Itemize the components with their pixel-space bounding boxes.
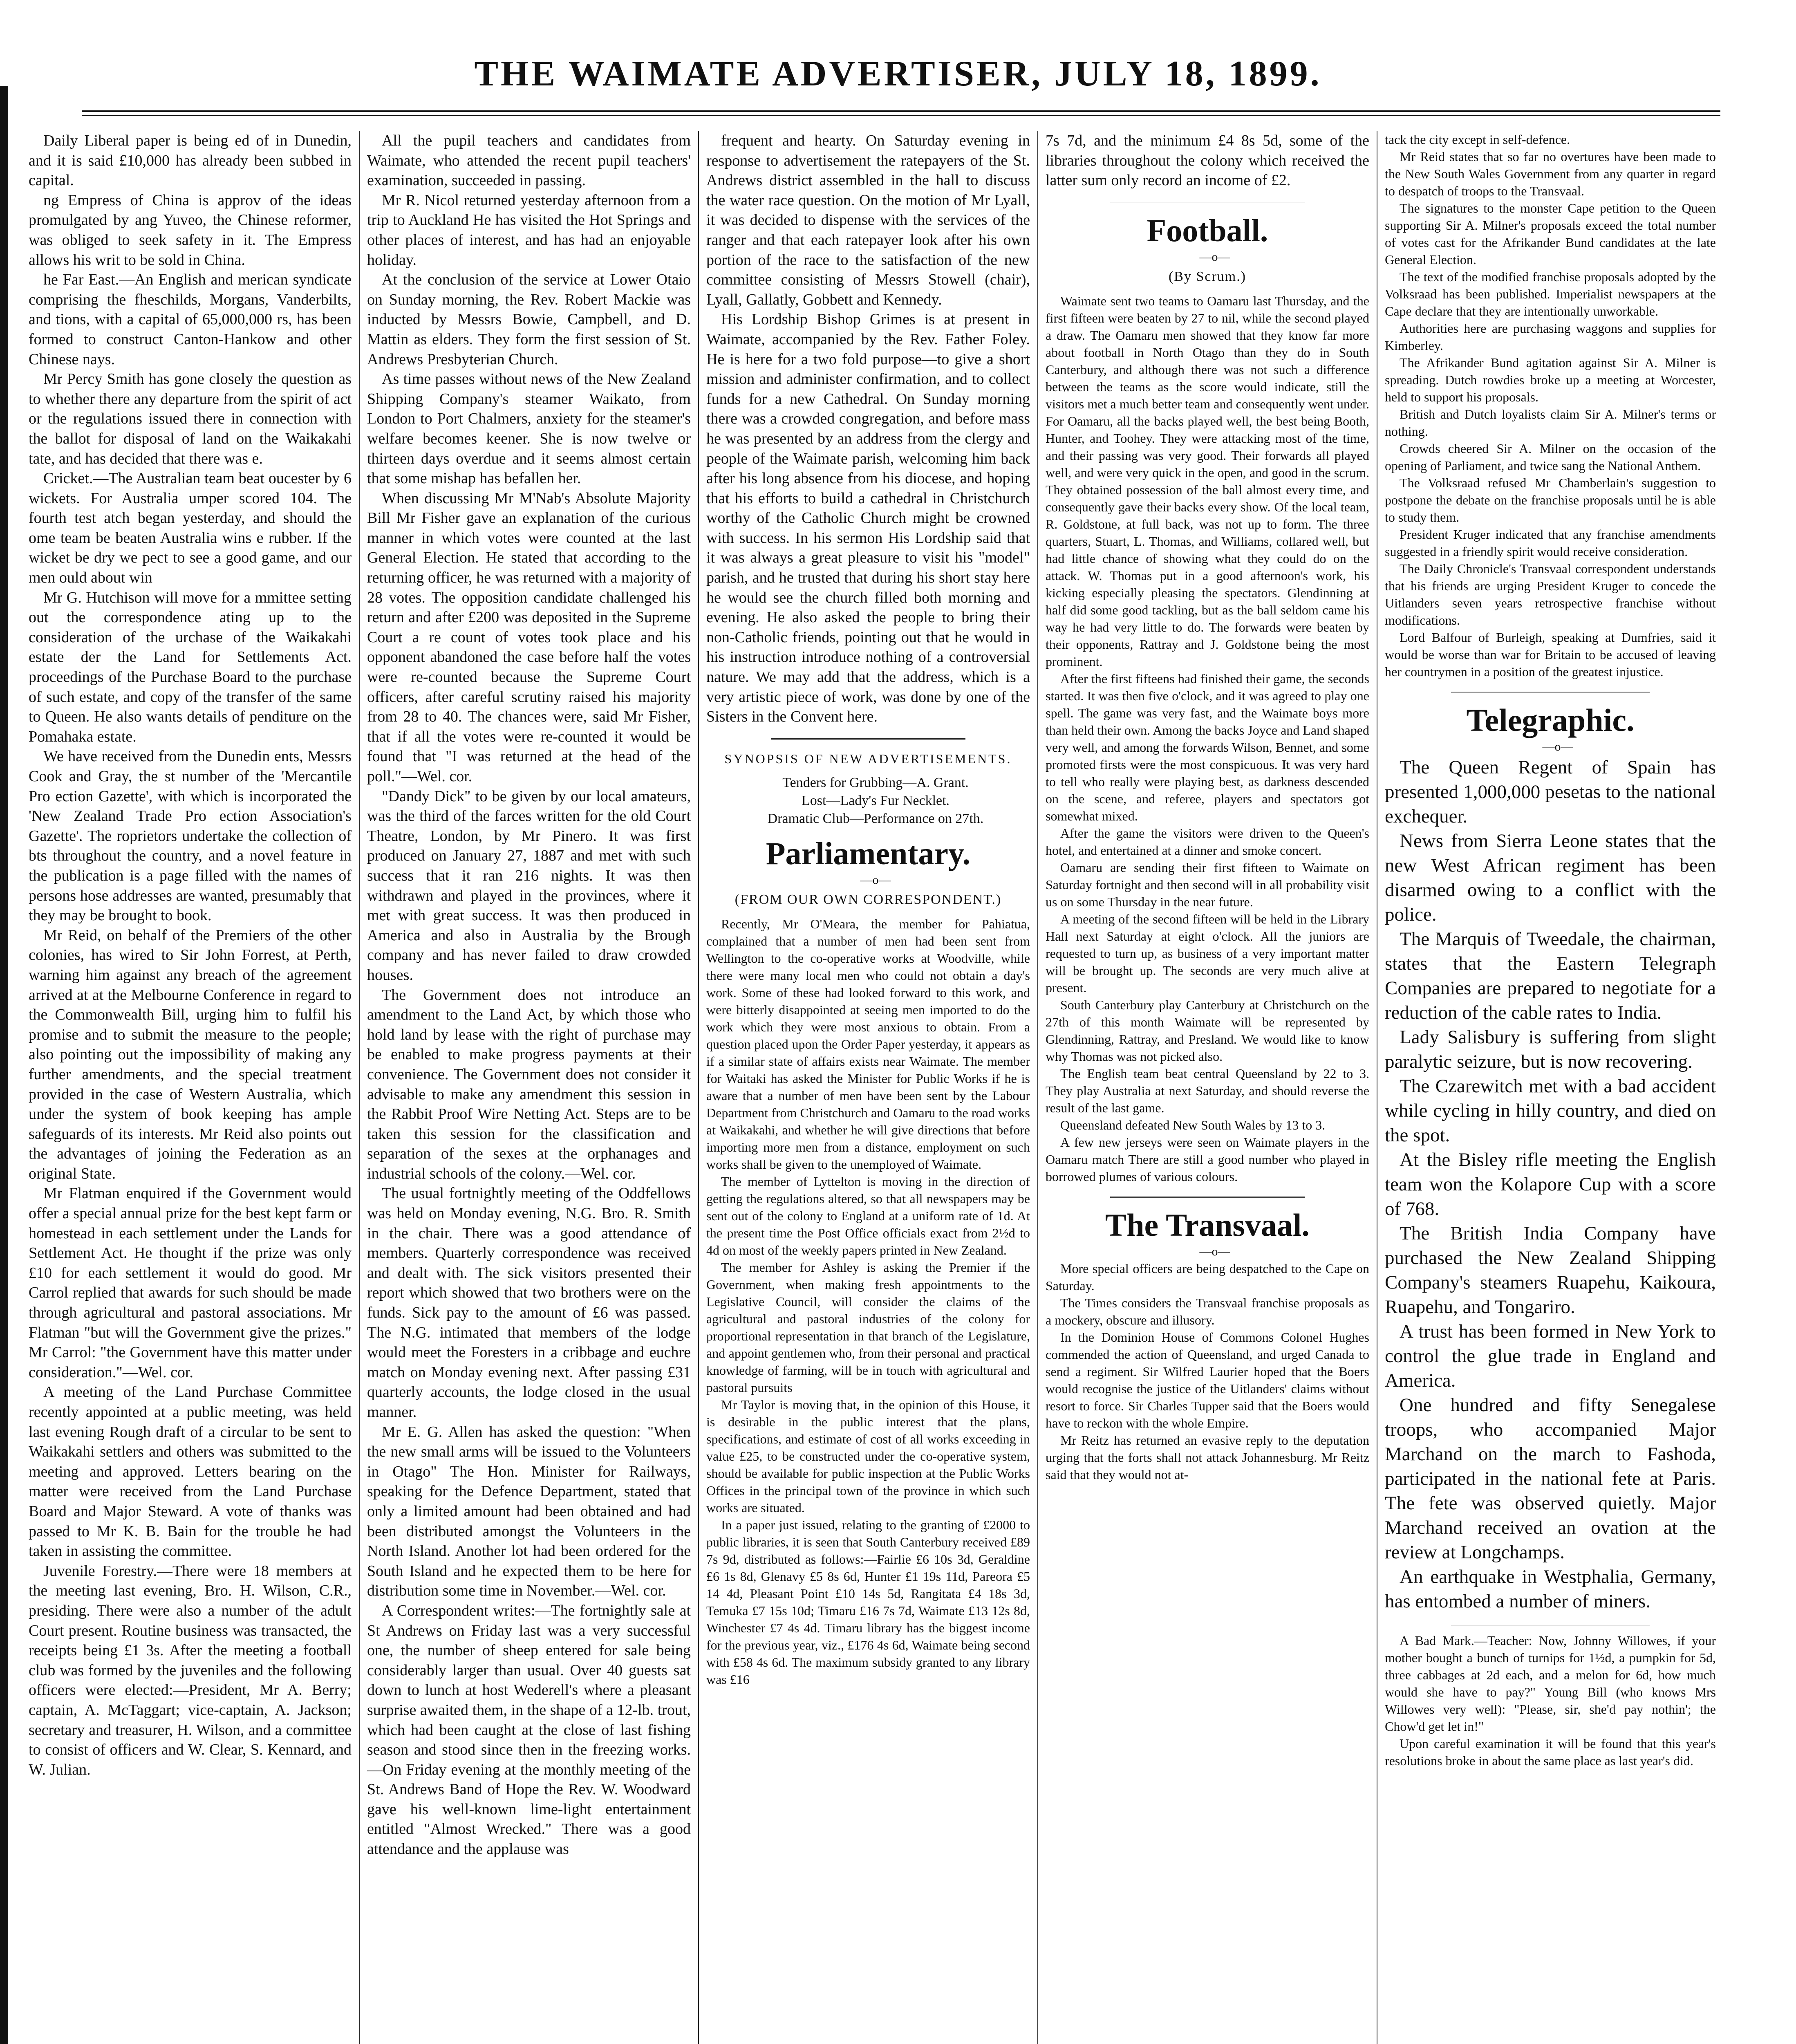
heading-ornament: —o—: [860, 873, 891, 887]
news-paragraph: Queensland defeated New South Wales by 13 to 3.: [1060, 1118, 1326, 1133]
news-paragraph: A Correspondent writes:—The fortnightly sale at St Andrews on Friday last was a very successful one, the number of sheep entered for sale being considerably larger than usual. Over 40 guests sat down to lunch at host Wederell's where a pleasant surprise awaited them, in the shape of a 12-lb. trout, which had been caught at the close of last fishing season and stood since then in the freezing works.—On Friday evening at the monthly meeting of the St. Andrews Band of Hope the Rev. W. Woodward gave his well-known lime-light entertainment entitled "Almost Wrecked." There was a good attendance and the applause was: [367, 1602, 691, 1858]
column-4: [1046, 131, 1369, 2044]
news-paragraph: Mr Reitz has returned an evasive reply to the deputation urging that the forts shall not attack Johannesburg. Mr Reitz said that they would not at-: [1046, 1433, 1369, 1482]
news-paragraph: After the game the visitors were driven to the Queen's hotel, and entertained at a dinner and smoke concert.: [1046, 826, 1369, 858]
column-rule: [359, 131, 360, 2044]
section-heading-parliamentary: Parliamentary.: [766, 835, 971, 871]
news-paragraph: Crowds cheered Sir A. Milner on the occasion of the opening of Parliament, and twice sang the National Anthem.: [1385, 441, 1716, 473]
news-paragraph: In a paper just issued, relating to the granting of £2000 to public libraries, it is seen that South Canterbury received £89 7s 9d, distributed as follows:—Fairlie £6 10s 3d, Geraldine £6 1s 8d, Glenavy £5 8s 6d, Hunter £1 19s 11d, Pareora £5 14 4d, Pleasant Point £10 14s 5d, Rangitata £4 18s 3d, Temuka £7 15s 10d; Timaru £16 7s 7d, Waimate £13 12s 8d, Winchester £7 4s 4d. Timaru library has the biggest income for the previous year, viz., £176 4s 6d, Waimate being second with £58 4s 6d. The maximum subsidy granted to any library was £16: [706, 1517, 1030, 1687]
news-paragraph: President Kruger indicated that any franchise amendments suggested in a friendly spirit would receive consideration.: [1385, 527, 1716, 559]
news-paragraph: "Dandy Dick" to be given by our local amateurs, was the third of the farces written for the old Court Theatre, London, by Mr Pinero. It was first produced on January 27, 1887 and met with such success that it ran 216 nights. It was then withdrawn and played in the provinces, where it met with great success. It was then produced in America and also in Australia by the Brough company and has never failed to draw crowded houses.: [367, 787, 691, 984]
heading-ornament: —o—: [1542, 740, 1573, 753]
news-paragraph: Lady Salisbury is suffering from slight paralytic seizure, but is now recovering.: [1385, 1026, 1716, 1072]
news-paragraph: A meeting of the second fifteen will be held in the Library Hall next Saturday at eight o'clock. All the juniors are requested to turn up, as business of a very important matter will be brought up. The seconds are very much alive at present.: [1046, 912, 1369, 995]
news-paragraph: he Far East.—An English and merican syndicate comprising the fheschilds, Morgans, Vanderbilts, and tions, with a capital of 65,000,000 rs, has been formed to construct Canton-Hankow and other Chinese nays.: [29, 271, 352, 368]
news-paragraph: At the conclusion of the service at Lower Otaio on Sunday morning, the Rev. Robert Mackie was inducted by Messrs Bowie, Campbell, and D. Mattin as elders. They form the first session of St. Andrews Presbyterian Church.: [367, 271, 691, 368]
news-paragraph: The Czarewitch met with a bad accident while cycling in hilly country, and died on the spot.: [1385, 1076, 1716, 1146]
newspaper-title: THE WAIMATE ADVERTISER, JULY 18, 1899.: [474, 54, 1322, 94]
column-3: [706, 131, 1030, 2044]
heading-ornament: —o—: [1199, 1245, 1230, 1259]
news-paragraph: Lord Balfour of Burleigh, speaking at Dumfries, said it would be worse than war for Britain to be accused of leaving her countrymen in a position of the greatest injustice.: [1385, 630, 1716, 679]
news-paragraph: The signatures to the monster Cape petition to the Queen supporting Sir A. Milner's proposals exceed the total number of votes cast for the Afrikander Bund candidates at the late General Election.: [1385, 201, 1716, 267]
section-heading-telegraphic: Telegraphic.: [1466, 702, 1635, 738]
news-paragraph: Mr Flatman enquired if the Government would offer a special annual prize for the best kept farm or homestead in each settlement under the Lands for Settlement Act. He thought if the prize was only £10 for each settlement it would do good. Mr Carrol replied that awards for such should be made through agricultural and pastoral associations. Mr Flatman "but will the Government give the prizes." Mr Carrol: "the Government have this matter under consideration."—Wel. cor.: [29, 1185, 352, 1381]
anecdote-paragraph: Upon careful examination it will be found that this year's resolutions broke in about the same place as last year's did.: [1385, 1736, 1716, 1768]
news-paragraph: We have received from the Dunedin ents, Messrs Cook and Gray, the st number of the 'Mercantile Pro ection Gazette', with which is incorporated the 'New Zealand Trade Pro ection Association's Gazette'. The roprietors undertake the collection of bts throughout the country, and a novel feature in the publication is a page filled with the names of persons hose addresses are wanted, presumably that they may be brought to book.: [29, 748, 352, 924]
news-paragraph: Mr Reid, on behalf of the Premiers of the other colonies, has wired to Sir John Forrest, at Perth, warning him against any breach of the agreement arrived at at the Melbourne Conference in regard to the Commonwealth Bill, urging him to fulfil his promise and to submit the measure to the people; also pointing out the impossibility of making any further amendments, and the special treatment provided in the case of Western Australia, which under the system of book keeping has ample safeguards of its interests. Mr Reid also points out the advantages of joining the Federation as an original State.: [29, 926, 352, 1182]
news-paragraph: The Afrikander Bund agitation against Sir A. Milner is spreading. Dutch rowdies broke up a meeting at Worcester, held to support his proposals.: [1385, 355, 1716, 404]
news-paragraph: As time passes without news of the New Zealand Shipping Company's steamer Waikato, from London to Port Chalmers, anxiety for the steamer's welfare becomes keener. She is now twelve or thirteen days overdue and it seems almost certain that some mishap has befallen her.: [367, 370, 691, 487]
news-paragraph: The text of the modified franchise proposals adopted by the Volksraad has been published. Imperialist newspapers at the Cape declare that they are intentionally unworkable.: [1385, 269, 1716, 318]
column-rule: [1037, 131, 1038, 2044]
news-paragraph: All the pupil teachers and candidates from Waimate, who attended the recent pupil teachers' examination, succeeded in passing.: [367, 132, 691, 189]
byline: (By Scrum.): [1168, 269, 1247, 284]
news-paragraph: British and Dutch loyalists claim Sir A. Milner's terms or nothing.: [1385, 407, 1716, 439]
news-paragraph: Mr Taylor is moving that, in the opinion of this House, it is desirable in the public interest that the plans, specifications, and estimate of cost of all works exceeding in value £25, to be constructed under the co-operative system, should be available for public inspection at the Public Works Offices in the principal town of the province in which such works are situated.: [706, 1397, 1030, 1515]
column-1: [29, 131, 352, 2044]
column-rule: [698, 131, 699, 2044]
news-paragraph: Daily Liberal paper is being ed of in Dunedin, and it is said £10,000 has already been subbed in capital.: [29, 132, 352, 189]
news-paragraph: ng Empress of China is approv of the ideas promulgated by ang Yuveo, the Chinese reformer, was obliged to seek safety in it. The Empress allows his writ to be sold in China.: [29, 191, 352, 269]
section-rule: [1110, 202, 1304, 205]
masthead-rule: [82, 110, 1720, 116]
news-paragraph: Mr G. Hutchison will move for a mmittee setting out the correspondence ating up to the consideration of the urchase of the Waikakahi estate der the Land for Settlements Act. proceedings of the Purchase Board to the purchase of such estate, and copy of the transfer of the same to Queen. He also wants details of penditure on the Pomahaka estate.: [29, 589, 352, 745]
news-paragraph: Juvenile Forestry.—There were 18 members at the meeting last evening, Bro. H. Wilson, C.R., presiding. There were also a number of the adult Court present. Routine business was transacted, the receipts being £1 3s. After the meeting a football club was formed by the juveniles and the following officers were elected:—President, Mr A. Berry; captain, A. McTaggart; vice-captain, A. Jackson; secretary and treasurer, H. Wilson, and a committee to consist of officers and W. Clear, S. Kennard, and W. Julian.: [29, 1562, 352, 1778]
advert-item: Tenders for Grubbing—A. Grant.: [782, 775, 969, 790]
news-paragraph: Cricket.—The Australian team beat oucester by 6 wickets. For Australia umper scored 104. The fourth test atch began yesterday, and should the ome team be beaten Australia wins e rubber. If the wicket be dry we pect to see a good game, and our men ould about win: [29, 470, 352, 587]
news-paragraph: Authorities here are purchasing waggons and supplies for Kimberley.: [1385, 321, 1716, 353]
news-paragraph: The Times considers the Transvaal franchise proposals as a mockery, obscure and illusory.: [1046, 1295, 1369, 1328]
news-paragraph: 7s 7d, and the minimum £4 8s 5d, some of the libraries throughout the colony which received the latter sum only record an income of £2.: [1046, 132, 1369, 189]
advert-item: Lost—Lady's Fur Necklet.: [801, 793, 950, 808]
anecdote-paragraph: A Bad Mark.—Teacher: Now, Johnny Willowes, if your mother bought a bunch of turnips for 1½d, a pumpkin for 5d, three cabbages at 2d each, and a melon for 6d, how much would she have to pay?" Young Bill (who knows Mrs Willowes very well): "Please, sir, she'd pay nothin'; the Chow'd get let in!": [1385, 1633, 1716, 1734]
news-paragraph: Mr Reid states that so far no overtures have been made to the New South Wales Government from any quarter in regard to despatch of troops to the Transvaal.: [1385, 149, 1716, 198]
section-rule: [1451, 1625, 1650, 1628]
news-paragraph: After the first fifteens had finished their game, the seconds started. It was then five o'clock, and it was agreed to play one spell. The game was very fast, and the Waimate boys more than held their own. Among the backs Joyce and Land shaped very well, and among the forwards Wilson, Bennet, and some promoted firsts were the most conspicuous. It was very hard to tell who really were playing best, as darkness descended on the scene, and referee, players and spectators got somewhat mixed.: [1046, 671, 1369, 824]
section-heading-football: Football.: [1147, 212, 1268, 248]
binding-edge: [0, 86, 8, 2044]
heading-ornament: —o—: [1199, 250, 1230, 264]
news-paragraph: The member of Lyttelton is moving in the direction of getting the regulations altered, so that all newspapers may be sent out of the colony to England at a uniform rate of 1d. At the present time the Post Office officials exact from 2½d to 4d on most of the weekly papers printed in New Zealand.: [706, 1174, 1030, 1258]
news-paragraph: At the Bisley rifle meeting the English team won the Kolapore Cup with a score of 768.: [1385, 1149, 1716, 1219]
news-paragraph: Mr E. G. Allen has asked the question: "When the new small arms will be issued to the Volunteers in Otago" The Hon. Minister for Railways, speaking for the Defence Department, stated that only a limited amount had been obtained and had been distributed amongst the Volunteers in the North Island. Another lot had been ordered for the South Island and he expected them to be here for distribution some time in November.—Wel. cor.: [367, 1423, 691, 1600]
news-paragraph: Oamaru are sending their first fifteen to Waimate on Saturday fortnight and then second will in all probability visit us on some Thursday in the near future.: [1046, 860, 1369, 910]
column-2: [367, 131, 691, 2044]
news-paragraph: Mr Percy Smith has gone closely the question as to whether there any departure from the spirit of act or the regulations issued there in connection with the ballot for disposal of land on the Waikakahi tate, and has decided that there was e.: [29, 370, 352, 467]
news-paragraph: The Queen Regent of Spain has presented 1,000,000 pesetas to the national exchequer.: [1385, 757, 1716, 827]
byline: (FROM OUR OWN CORRESPONDENT.): [735, 892, 1002, 907]
news-paragraph: Mr R. Nicol returned yesterday afternoon from a trip to Auckland He has visited the Hot Springs and other places of interest, and has had an enjoyable holiday.: [367, 191, 691, 269]
news-paragraph: In the Dominion House of Commons Colonel Hughes commended the action of Queensland, and urged Canada to send a regiment. Sir Wilfred Laurier hoped that the Boers would recognise the justice of the Uitlanders' claims without resort to force. Sir Charles Tupper said that the Boers would have to reckon with the whole Empire.: [1046, 1330, 1369, 1431]
news-paragraph: The English team beat central Queensland by 22 to 3. They play Australia at next Saturday, and should reverse the result of the last game.: [1046, 1066, 1369, 1116]
news-paragraph: News from Sierra Leone states that the new West African regiment has been disarmed owing to a conflict with the police.: [1385, 830, 1716, 925]
news-paragraph: One hundred and fifty Senegalese troops, who accompanied Major Marchand on the march to Fashoda, participated in the national fete at Paris. The fete was observed quietly. Major Marchand received an ovation at the review at Longchamps.: [1385, 1394, 1716, 1563]
news-paragraph: A meeting of the Land Purchase Committee recently appointed at a public meeting, was held last evening Rough draft of a circular to be sent to Waikakahi settlers and others was submitted to the meeting and approved. Letters bearing on the matter were received from the Land Purchase Board and Major Steward. A vote of thanks was passed to Mr K. B. Bain for the trouble he had taken in assisting the committee.: [29, 1383, 352, 1560]
news-paragraph: The British India Company have purchased the New Zealand Shipping Company's steamers Ruapehu, Kaikoura, Ruapehu, and Tongariro.: [1385, 1223, 1716, 1318]
section-rule: [1451, 692, 1650, 695]
news-paragraph: frequent and hearty. On Saturday evening in response to advertisement the ratepayers of the St. Andrews district assembled in the hall to discuss the water race question. On the motion of Mr Lyall, it was decided to dispense with the services of the ranger and that each ratepayer look after his own portion of the race to the satisfaction of the new committee consisting of Messrs Stowell (chair), Lyall, Gallatly, Gobbett and Kennedy.: [706, 132, 1030, 308]
news-paragraph: The Volksraad refused Mr Chamberlain's suggestion to postpone the debate on the franchise proposals until he is able to study them.: [1385, 475, 1716, 524]
column-5: [1385, 131, 1716, 2044]
masthead: [0, 0, 1796, 119]
news-paragraph: When discussing Mr M'Nab's Absolute Majority Bill Mr Fisher gave an explanation of the curious manner in which votes were counted at the last General Election. He stated that according to the returning officer, he was returned with a majority of 28 votes. The opposition candidate challenged his return and after £200 was deposited in the Supreme Court a re count of votes took place and his opponent abandoned the case before half the votes were re-counted because the Supreme Court officers, after careful scrutiny raised his majority from 28 to 40. The chances were, said Mr Fisher, that if all the votes were re-counted it would be found that "I was returned at the head of the poll."—Wel. cor.: [367, 489, 691, 785]
section-rule: [1110, 1197, 1304, 1199]
news-paragraph: The usual fortnightly meeting of the Oddfellows was held on Monday evening, N.G. Bro. R. Smith in the chair. There was a good attendance of members. Quarterly correspondence was received and dealt with. The sick visitors presented their report which showed that two brothers were on the funds. Sick pay to the amount of £6 was passed. The N.G. intimated that members of the lodge would meet the Foresters in a cribbage and euchre match on Monday evening next. After passing £31 quarterly accounts, the lodge closed in the usual manner.: [367, 1185, 691, 1421]
news-paragraph: More special officers are being despatched to the Cape on Saturday.: [1046, 1261, 1369, 1293]
news-paragraph: tack the city except in self-defence.: [1385, 132, 1570, 147]
news-paragraph: The member for Ashley is asking the Premier if the Government, when making fresh appointments to the Legislative Council, will consider the claims of the agricultural and pastoral industries of the colony for proportional representation in that branch of the Legislature, and appoint gentlemen who, from their personal and practical knowledge of farming, will be in touch with agricultural and pastoral pursuits: [706, 1260, 1030, 1395]
section-heading-transvaal: The Transvaal.: [1105, 1207, 1310, 1243]
news-paragraph: Waimate sent two teams to Oamaru last Thursday, and the first fifteen were beaten by 27 to nil, while the second played a draw. The Oamaru men showed that they know far more about football in North Otago than they do in South Canterbury, and although there was not such a difference between the teams as the score would indicate, still the visitors met a much better team and consequently went under. For Oamaru, all the backs played well, the best being Booth, Hunter, and Toohey. They were attacking most of the time, and their passing was very good. Their forwards all played well, and were very quick in the open, and good in the scrum. They obtained possession of the ball almost every time, and consequently gave their backs every show. Of the local team, R. Goldstone, at full back, was not up to form. The three quarters, Stuart, L. Thomas, and Williams, collared well, but had little chance of showing what they could do on the attack. W. Thomas put in a good afternoon's work, his kicking especially pleasing the spectators. Glendinning at half did some good tackling, but as the ball seldom came his way he had very little to do. The forwards were beaten by their opponents, Rattray and J. Goldstone being the most prominent.: [1046, 294, 1369, 669]
news-paragraph: The Government does not introduce an amendment to the Land Act, by which those who hold land by lease with the right of purchase may be enabled to make progress payments at their convenience. The Government does not consider it advisable to make any amendment this session in the Rabbit Proof Wire Netting Act. Steps are to be taken this session for the classification and separation of the sexes at the orphanages and industrial schools of the colony.—Wel. cor.: [367, 986, 691, 1182]
news-paragraph: A trust has been formed in New York to control the glue trade in England and America.: [1385, 1321, 1716, 1391]
section-rule: [771, 738, 965, 741]
news-paragraph: His Lordship Bishop Grimes is at present in Waimate, accompanied by the Rev. Father Foley. He is here for a two fold purpose—to give a short mission and administer confirmation, and to collect funds for a new Cathedral. On Sunday morning there was a crowded congregation, and before mass he was presented by an address from the clergy and people of the Waimate parish, welcoming him back after his long absence from his diocese, and hoping that his efforts to build a cathedral in Christchurch worthy of the Catholic Church might be crowned with success. In his sermon His Lordship said that it was always a great pleasure to visit his "model" parish, and he trusted that during his short stay here he would see the church filled both morning and evening. He also asked the people to bring their non-Catholic friends, pointing out that he would in his instruction introduce nothing of a controversial nature. We may add that the address, which is a very artistic piece of work, was done by one of the Sisters in the Convent here.: [706, 311, 1030, 726]
news-paragraph: South Canterbury play Canterbury at Christchurch on the 27th of this month Waimate will be represented by Glendinning, Rattray, and Presland. We would like to know why Thomas was not picked also.: [1046, 997, 1369, 1064]
synopsis-heading: SYNOPSIS OF NEW ADVERTISEMENTS.: [724, 751, 1012, 766]
news-paragraph: A few new jerseys were seen on Waimate players in the Oamaru match There are still a good number who played in borrowed plumes of various colours.: [1046, 1135, 1369, 1184]
advert-item: Dramatic Club—Performance on 27th.: [767, 811, 984, 826]
news-paragraph: Recently, Mr O'Meara, the member for Pahiatua, complained that a number of men had been sent from Wellington to the co-operative works at Woodville, while there were many local men who could not obtain a day's work. Some of these had looked forward to this work, and were bitterly disappointed at seeing men imported to do the work which they were most anxious to obtain. From a question placed upon the Order Paper yesterday, it appears as if a similar state of affairs exists near Waimate. The member for Waitaki has asked the Minister for Public Works if he is aware that a number of men have been sent by the Labour Department from Christchurch and Oamaru to the road works at Waikakahi, and whether he will give directions that before importing more men from a distance, employment on such works shall be given to the unemployed of Waimate.: [706, 917, 1030, 1172]
news-paragraph: The Marquis of Tweedale, the chairman, states that the Eastern Telegraph Companies are prepared to negotiate for a reduction of the cable rates to India.: [1385, 928, 1716, 1023]
news-paragraph: An earthquake in Westphalia, Germany, has entombed a number of miners.: [1385, 1566, 1716, 1612]
news-paragraph: The Daily Chronicle's Transvaal correspondent understands that his friends are urging President Kruger to concede the Uitlanders seven years retrospective franchise without modifications.: [1385, 561, 1716, 628]
